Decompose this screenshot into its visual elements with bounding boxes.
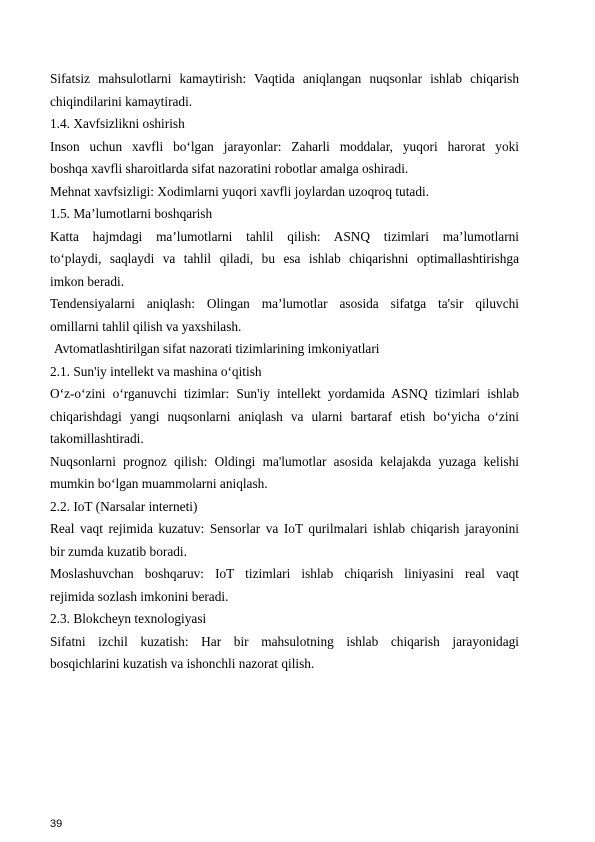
text-line: Nuqsonlarni prognoz qilish: Oldingi ma'lumotlar asosida kelajakda yuzaga kelishi xyxy=(50,453,519,469)
text-line: omillarni tahlil qilish va yaxshilash. xyxy=(50,318,242,334)
text-line: bosqichlarini kuzatish va ishonchli nazorat qilish. xyxy=(50,656,315,671)
text-line: chiqindilarini kamaytiradi. xyxy=(50,93,193,109)
text-line: Sifatsiz mahsulotlarni kamaytirish: Vaqtida aniqlangan nuqsonlar ishlab chiqarish xyxy=(50,71,519,86)
section-heading: 2.1. Sun'iy intellekt va mashina o‘qitish xyxy=(50,363,262,379)
text-line: boshqa xavfli sharoitlarda sifat nazoratini robotlar amalga oshiradi. xyxy=(50,161,409,176)
text-line: imkon beradi. xyxy=(50,273,125,289)
text-line: Mehnat xavfsizligi: Xodimlarni yuqori xavfli joylardan uzoqroq tutadi. xyxy=(50,183,430,199)
text-line: to‘playdi, saqlaydi va tahlil qiladi, bu esa ishlab chiqarishni optimallashtirishga xyxy=(50,251,519,266)
text-line: Inson uchun xavfli bo‘lgan jarayonlar: Zaharli moddalar, yuqori harorat yoki xyxy=(50,138,519,154)
section-heading: 2.3. Blokcheyn texnologiyasi xyxy=(50,611,207,626)
text-line: Katta hajmdagi ma’lumotlarni tahlil qilish: ASNQ tizimlari ma’lumotlarni xyxy=(50,228,519,244)
text-line: O‘z-o‘zini o‘rganuvchi tizimlar: Sun'iy intellekt yordamida ASNQ tizimlari ishlab xyxy=(50,386,519,401)
text-line: Sifatni izchil kuzatish: Har bir mahsulotning ishlab chiqarish jarayonidagi xyxy=(50,633,519,649)
text-line: Moslashuvchan boshqaruv: IoT tizimlari ishlab chiqarish liniyasini real vaqt xyxy=(50,566,519,581)
text-line: rejimida sozlash imkonini beradi. xyxy=(50,588,229,604)
text-line: Tendensiyalarni aniqlash: Olingan ma’lumotlar asosida sifatga ta'sir qiluvchi xyxy=(50,296,519,311)
document-body xyxy=(50,68,519,676)
section-heading: 1.5. Ma’lumotlarni boshqarish xyxy=(50,206,213,221)
section-heading: 2.2. IoT (Narsalar interneti) xyxy=(50,498,198,514)
text-line: takomillashtiradi. xyxy=(50,431,144,446)
text-line: bir zumda kuzatib boradi. xyxy=(50,543,187,559)
text-line: mumkin bo‘lgan muammolarni aniqlash. xyxy=(50,476,268,491)
section-heading: 1.4. Xavfsizlikni oshirish xyxy=(50,116,185,131)
page-number: 39 xyxy=(50,818,63,830)
text-line: Real vaqt rejimida kuzatuv: Sensorlar va IoT qurilmalari ishlab chiqarish jarayonini xyxy=(50,521,519,536)
chapter-heading: Avtomatlashtirilgan sifat nazorati tizimlarining imkoniyatlari xyxy=(54,341,380,356)
text-line: chiqarishdagi yangi nuqsonlarni aniqlash va ularni bartaraf etish bo‘yicha o‘zini xyxy=(50,408,519,424)
